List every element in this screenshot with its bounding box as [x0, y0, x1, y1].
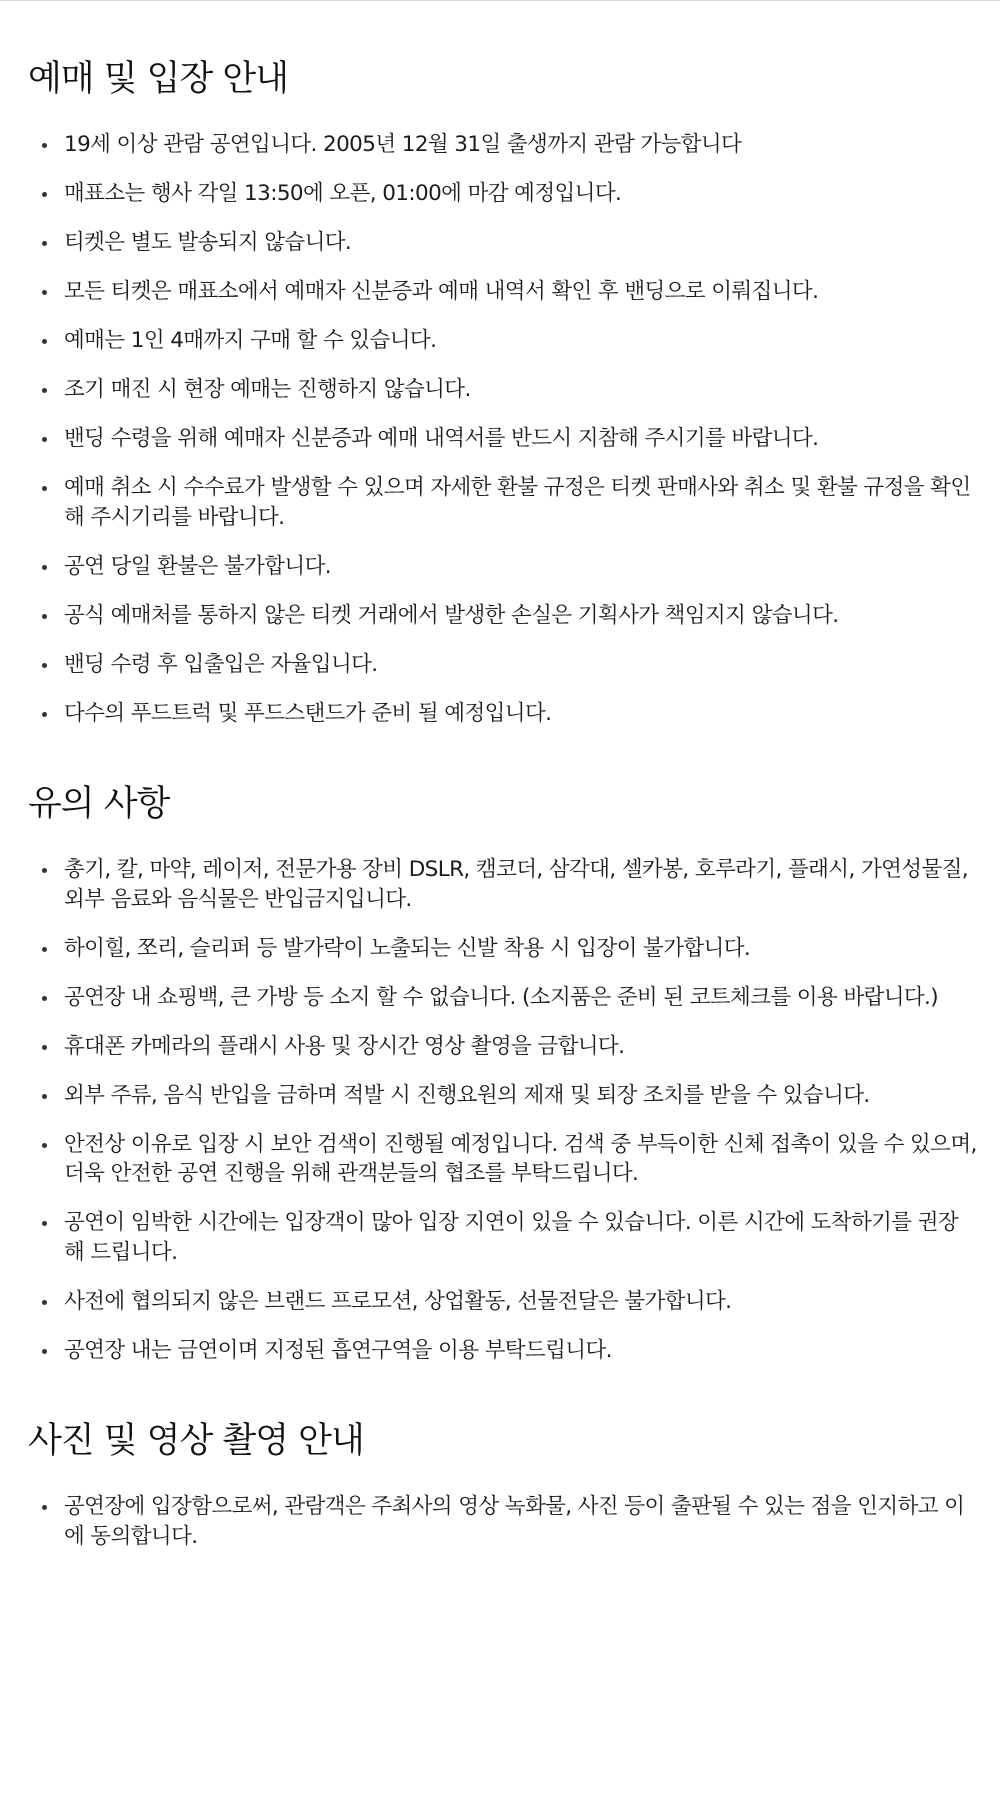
list-item: 사전에 협의되지 않은 브랜드 프로모션, 상업활동, 선물전달은 불가합니다.: [28, 1287, 978, 1317]
list-item: 다수의 푸드트럭 및 푸드스탠드가 준비 될 예정입니다.: [28, 699, 978, 729]
list-item: 밴딩 수령 후 입출입은 자율입니다.: [28, 650, 978, 680]
list-item: 예매 취소 시 수수료가 발생할 수 있으며 자세한 환불 규정은 티켓 판매사와 취소 및 환불 규정을 확인해 주시기리를 바랍니다.: [28, 473, 978, 532]
list-item: 조기 매진 시 현장 예매는 진행하지 않습니다.: [28, 375, 978, 405]
list-item: 공연장에 입장함으로써, 관람객은 주최사의 영상 녹화물, 사진 등이 출판될 수 있는 점을 인지하고 이에 동의합니다.: [28, 1492, 978, 1551]
list-item: 공연장 내는 금연이며 지정된 흡연구역을 이용 부탁드립니다.: [28, 1336, 978, 1366]
list-item: 19세 이상 관람 공연입니다. 2005년 12월 31일 출생까지 관람 가능합니다: [28, 130, 978, 160]
list-item: 매표소는 행사 각일 13:50에 오픈, 01:00에 마감 예정입니다.: [28, 179, 978, 209]
notice-content: [28, 50, 978, 1571]
list-item: 공연이 임박한 시간에는 입장객이 많아 입장 지연이 있을 수 있습니다. 이른 시간에 도착하기를 권장해 드립니다.: [28, 1208, 978, 1267]
section-photo-video: [28, 1412, 978, 1551]
bullet-list: [28, 855, 978, 1365]
list-item: 공연장 내 쇼핑백, 큰 가방 등 소지 할 수 없습니다. (소지품은 준비 된 코트체크를 이용 바랍니다.): [28, 983, 978, 1013]
list-item: 공연 당일 환불은 불가합니다.: [28, 552, 978, 582]
list-item: 하이힐, 쪼리, 슬리퍼 등 발가락이 노출되는 신발 착용 시 입장이 불가합니다.: [28, 934, 978, 964]
list-item: 모든 티켓은 매표소에서 예매자 신분증과 예매 내역서 확인 후 밴딩으로 이뤄집니다.: [28, 277, 978, 307]
list-item: 공식 예매처를 통하지 않은 티켓 거래에서 발생한 손실은 기획사가 책임지지 않습니다.: [28, 601, 978, 631]
list-item: 안전상 이유로 입장 시 보안 검색이 진행될 예정입니다. 검색 중 부득이한 신체 접촉이 있을 수 있으며, 더욱 안전한 공연 진행을 위해 관객분들의 협조를 부탁드립니다.: [28, 1130, 978, 1189]
list-item: 예매는 1인 4매까지 구매 할 수 있습니다.: [28, 326, 978, 356]
bullet-list: [28, 130, 978, 728]
list-item: 총기, 칼, 마약, 레이저, 전문가용 장비 DSLR, 캠코더, 삼각대, 셀카봉, 호루라기, 플래시, 가연성물질, 외부 음료와 음식물은 반입금지입니다.: [28, 855, 978, 914]
top-divider: [0, 0, 1000, 1]
section-ticketing-entry: [28, 50, 978, 728]
list-item: 밴딩 수령을 위해 예매자 신분증과 예매 내역서를 반드시 지참해 주시기를 바랍니다.: [28, 424, 978, 454]
list-item: 티켓은 별도 발송되지 않습니다.: [28, 228, 978, 258]
list-item: 외부 주류, 음식 반입을 금하며 적발 시 진행요원의 제재 및 퇴장 조치를 받을 수 있습니다.: [28, 1081, 978, 1111]
bullet-list: [28, 1492, 978, 1551]
section-precautions: [28, 775, 978, 1365]
list-item: 휴대폰 카메라의 플래시 사용 및 장시간 영상 촬영을 금합니다.: [28, 1032, 978, 1062]
section-title: 유의 사항: [28, 784, 170, 824]
section-title: 예매 및 입장 안내: [28, 59, 289, 99]
section-title: 사진 및 영상 촬영 안내: [28, 1421, 364, 1461]
